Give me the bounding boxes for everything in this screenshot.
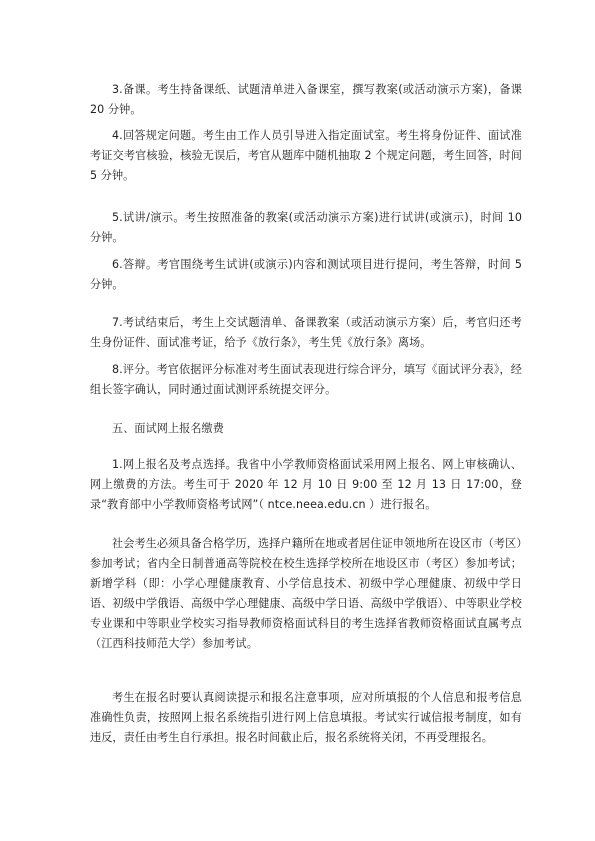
- paragraph-registration-notes: 考生在报名时要认真阅读提示和报名注意事项，应对所填报的个人信息和报考信息准确性负责，按照网上报名系统指引进行网上信息填报。考试实行诚信报考制度，如有违反，责任由考生自行承担。报名时间截止后，报名系统将关闭，不再受理报名。: [90, 691, 522, 744]
- paragraph-social-candidates: 社会考生必须具备合格学历，选择户籍所在地或者居住证申领地所在设区市（考区）参加考试；省内全日制普通高等院校在校生选择学校所在地设区市（考区）参加考试；新增学科（即：小学心理健康教育、小学信息技术、初级中学心理健康、初级中学日语、初级中学俄语、高级中学心理健康、高级中学日语、高级中学俄语）、中等职业学校专业课和中等职业学校实习指导教师资格面试科目的考生选择省教师资格面试直属考点（江西科技师范大学）参加考试。: [90, 537, 522, 650]
- paragraph-scoring: 8.评分。考官依据评分标准对考生面试表现进行综合评分，填写《面试评分表》，经组长签字确认，同时通过面试测评系统提交评分。: [90, 363, 522, 396]
- paragraph-end-of-exam: 7.考试结束后，考生上交试题清单、备课教案（或活动演示方案）后，考官归还考生身份证件、面试准考证，给予《放行条》，考生凭《放行条》离场。: [90, 316, 522, 349]
- paragraph-questions: 4.回答规定问题。考生由工作人员引导进入指定面试室。考生将身份证件、面试准考证交考官核验，核验无误后，考官从题库中随机抽取 2 个规定问题，考生回答，时间 5 分钟。: [90, 129, 522, 182]
- paragraph-online-registration: 1.网上报名及考点选择。我省中小学教师资格面试采用网上报名、网上审核确认、网上缴费的方法。考生可于 2020 年 12 月 10 日 9:00 至 12 月 13 日 17:00，登录“教育部中小学教师资格考试网”（ ntce.neea.edu.cn ）进行报名。: [90, 458, 522, 511]
- paragraph-defense: 6.答辩。考官围绕考生试讲(或演示)内容和测试项目进行提问，考生答辩，时间 5 分钟。: [90, 258, 522, 291]
- paragraph-lecture: 5.试讲/演示。考生按照准备的教案(或活动演示方案)进行试讲(或演示)，时间 10 分钟。: [90, 211, 522, 244]
- paragraph-prep: 3.备课。考生持备课纸、试题清单进入备课室，撰写教案(或活动演示方案)，备课 20 分钟。: [90, 83, 522, 116]
- section-heading: 五、面试网上报名缴费: [112, 422, 224, 435]
